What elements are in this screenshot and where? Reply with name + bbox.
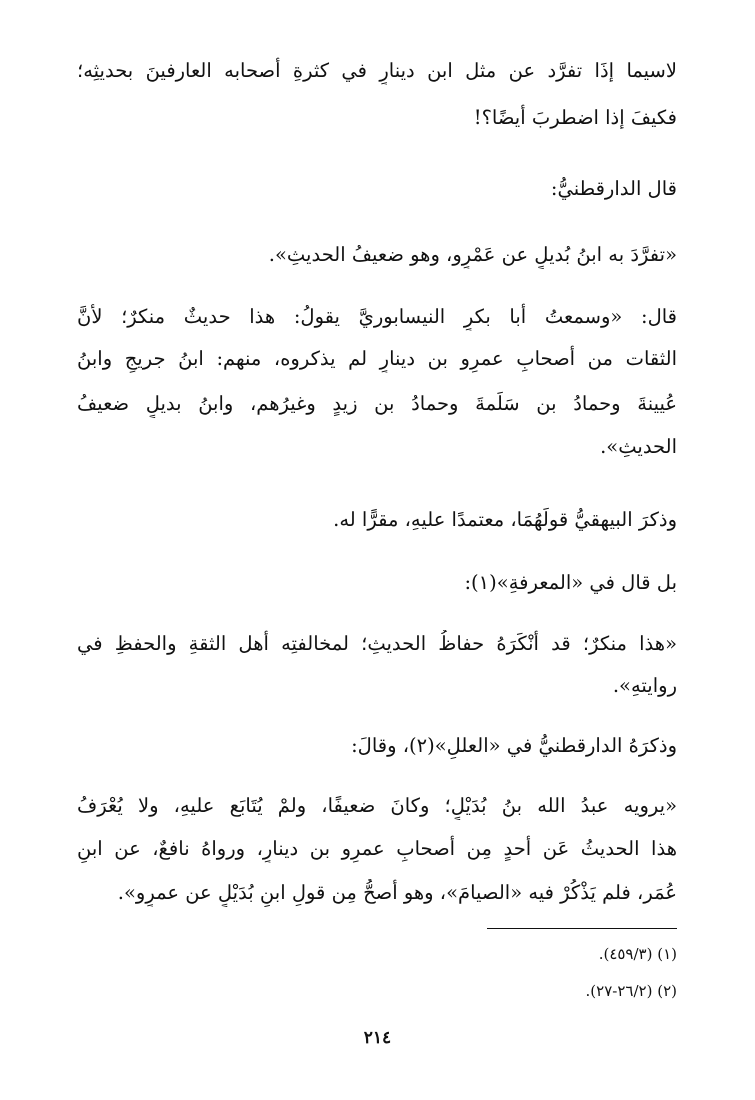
body-line: قال: «وسمعتُ أبا بكرٍ النيسابوريَّ يقولُ: هذا حديثٌ منكرٌ؛ لأنَّ [77, 305, 677, 328]
body-line: روايتهِ». [612, 674, 677, 697]
body-line: بل قال في «المعرفةِ»(١): [464, 571, 677, 594]
footnote-2: (٢) (٢٦/٢-٢٧). [585, 982, 677, 1000]
body-line: «يرويه عبدُ الله بنُ بُدَيْلٍ؛ وكانَ ضعيفًا، ولمْ يُتَابَع عليهِ، ولا يُعْرَفُ [77, 794, 677, 817]
body-line: وذكرَ البيهقيُّ قولَهُمَا، معتمدًا عليهِ، مقرًّا له. [333, 508, 677, 531]
body-line: فكيفَ إذا اضطربَ أيضًا؟! [473, 106, 677, 129]
footnote-divider [487, 928, 677, 929]
body-line: الثقات من أصحابِ عمرِو بن دينارٍ لم يذكروه، منهم: ابنُ جريجٍ وابنُ [77, 347, 677, 370]
body-line: الحديثِ». [600, 435, 677, 458]
body-line: هذا الحديثُ عَن أحدٍ مِن أصحابِ عمرِو بن دينارٍ، ورواهُ نافعٌ، عن ابنِ [77, 837, 677, 860]
page-number: ٢١٤ [363, 1028, 392, 1048]
footnote-1: (١) (٤٥٩/٣). [598, 945, 677, 963]
body-line: «هذا منكرٌ؛ قد أنْكَرَهُ حفاظُ الحديثِ؛ لمخالفتِه أهل الثقةِ والحفظِ في [77, 632, 677, 655]
body-line: عُيينةَ وحمادُ بن سَلَمةَ وحمادُ بن زيدٍ وغيرُهم، وابنُ بديلٍ ضعيفُ [77, 392, 677, 415]
body-line: «تفرَّدَ به ابنُ بُديلٍ عن عَمْرٍو، وهو ضعيفُ الحديثِ». [268, 243, 677, 266]
body-line: قال الدارقطنيُّ: [550, 177, 677, 200]
body-line: عُمَر، فلم يَذْكُرْ فيه «الصيامَ»، وهو أصحُّ مِن قولِ ابنِ بُدَيْلٍ عن عمرٍو». [117, 881, 677, 904]
body-line: وذكرَهُ الدارقطنيُّ في «العللِ»(٢)، وقالَ: [351, 734, 677, 757]
body-line: لاسيما إذَا تفرَّد عن مثل ابن دينارٍ في كثرةِ أصحابه العارفينَ بحديثِه؛ [77, 59, 677, 82]
